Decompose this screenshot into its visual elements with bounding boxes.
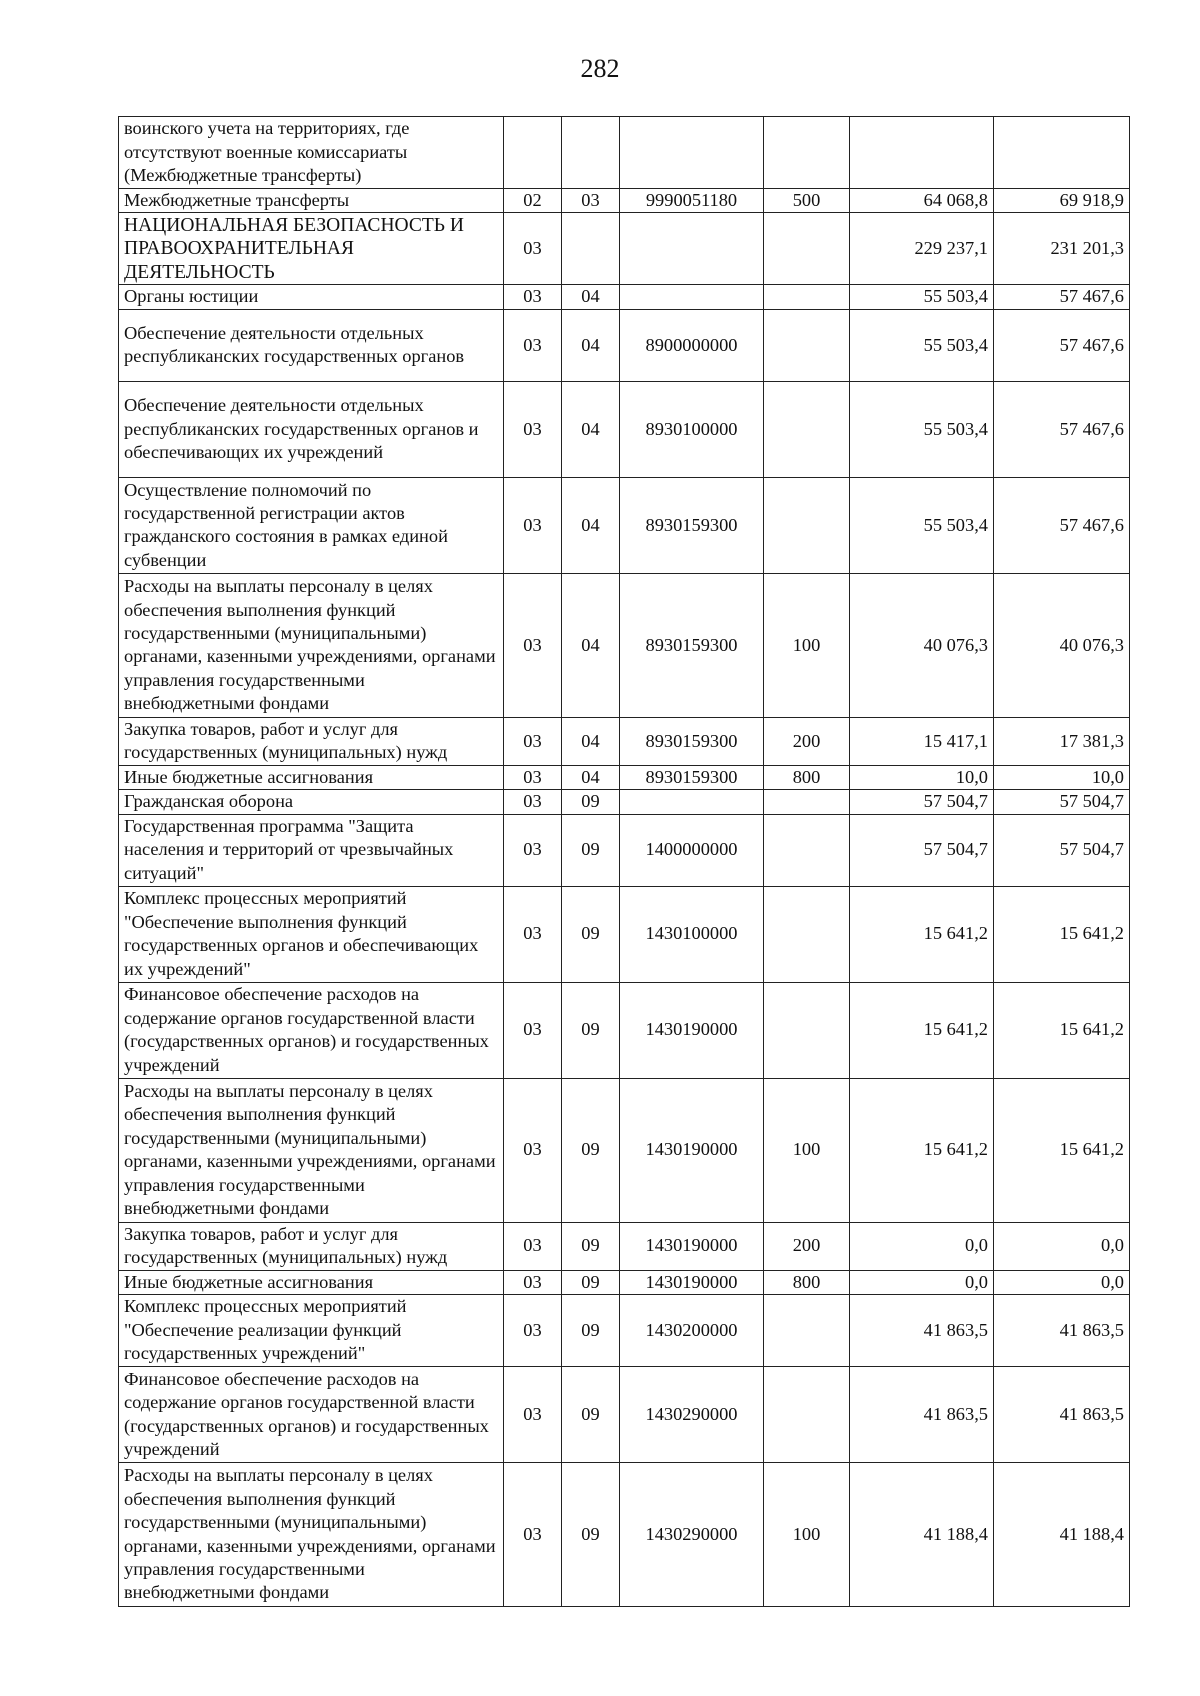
row-target-article: 1400000000	[620, 814, 764, 886]
row-subsection: 09	[562, 1295, 620, 1367]
row-name: Гражданская оборона	[119, 790, 504, 814]
row-amount-1: 229 237,1	[850, 213, 994, 285]
row-section	[504, 117, 562, 189]
row-subsection: 04	[562, 309, 620, 381]
row-amount-2: 10,0	[994, 765, 1130, 789]
row-amount-1: 0,0	[850, 1222, 994, 1270]
row-target-article: 1430100000	[620, 886, 764, 982]
row-name: Комплекс процессных мероприятий "Обеспечение реализации функций государственных учреждений"	[119, 1295, 504, 1367]
table-row	[119, 1295, 1130, 1367]
row-amount-1: 15 641,2	[850, 982, 994, 1078]
row-section: 03	[504, 1295, 562, 1367]
row-amount-1: 15 641,2	[850, 1078, 994, 1222]
row-section: 03	[504, 309, 562, 381]
row-name: воинского учета на территориях, где отсутствуют военные комиссариаты (Межбюджетные трансферты)	[119, 117, 504, 189]
row-amount-2: 57 504,7	[994, 814, 1130, 886]
row-expense-type	[764, 285, 850, 309]
row-name: Финансовое обеспечение расходов на содержание органов государственной власти (государственных органов) и государственных учреждений	[119, 1367, 504, 1463]
table-row	[119, 886, 1130, 982]
table-row	[119, 1222, 1130, 1270]
row-section: 03	[504, 814, 562, 886]
row-target-article: 9990051180	[620, 189, 764, 213]
row-section: 03	[504, 1078, 562, 1222]
row-name: Органы юстиции	[119, 285, 504, 309]
row-name: Финансовое обеспечение расходов на содержание органов государственной власти (государственных органов) и государственных учреждений	[119, 982, 504, 1078]
page-number: 282	[580, 54, 620, 83]
row-amount-2: 15 641,2	[994, 982, 1130, 1078]
row-section: 02	[504, 189, 562, 213]
row-subsection: 09	[562, 982, 620, 1078]
row-target-article: 1430190000	[620, 1222, 764, 1270]
row-section: 03	[504, 285, 562, 309]
row-name: Закупка товаров, работ и услуг для государственных (муниципальных) нужд	[119, 717, 504, 765]
row-amount-2: 69 918,9	[994, 189, 1130, 213]
row-amount-1: 55 503,4	[850, 309, 994, 381]
table-row	[119, 1270, 1130, 1294]
row-subsection: 09	[562, 1270, 620, 1294]
row-expense-type: 100	[764, 573, 850, 717]
row-subsection: 04	[562, 381, 620, 477]
row-subsection: 09	[562, 790, 620, 814]
row-section: 03	[504, 1222, 562, 1270]
row-amount-1: 41 863,5	[850, 1295, 994, 1367]
row-name: Закупка товаров, работ и услуг для государственных (муниципальных) нужд	[119, 1222, 504, 1270]
budget-table	[118, 116, 1130, 1607]
row-amount-1: 55 503,4	[850, 381, 994, 477]
row-target-article: 1430190000	[620, 982, 764, 1078]
row-amount-2: 41 863,5	[994, 1367, 1130, 1463]
table-row	[119, 573, 1130, 717]
row-subsection	[562, 213, 620, 285]
row-name: Комплекс процессных мероприятий "Обеспечение выполнения функций государственных органов и обеспечивающих их учреждений"	[119, 886, 504, 982]
row-amount-1	[850, 117, 994, 189]
row-name: Расходы на выплаты персоналу в целях обеспечения выполнения функций государственными (муниципальными) органами, казенными учреждениями, органами управления государственными внебюджетными фондами	[119, 1463, 504, 1607]
row-section: 03	[504, 886, 562, 982]
row-expense-type	[764, 814, 850, 886]
row-expense-type: 200	[764, 1222, 850, 1270]
row-target-article: 8930159300	[620, 765, 764, 789]
row-amount-2: 15 641,2	[994, 1078, 1130, 1222]
row-expense-type	[764, 1367, 850, 1463]
table-row	[119, 790, 1130, 814]
row-target-article: 8930159300	[620, 717, 764, 765]
row-amount-1: 15 641,2	[850, 886, 994, 982]
table-row	[119, 1463, 1130, 1607]
row-target-article: 1430190000	[620, 1078, 764, 1222]
row-amount-2: 57 504,7	[994, 790, 1130, 814]
row-name: Иные бюджетные ассигнования	[119, 765, 504, 789]
row-amount-2: 57 467,6	[994, 477, 1130, 573]
row-subsection: 04	[562, 717, 620, 765]
row-amount-1: 41 188,4	[850, 1463, 994, 1607]
row-expense-type: 200	[764, 717, 850, 765]
row-section: 03	[504, 1270, 562, 1294]
row-subsection: 09	[562, 1222, 620, 1270]
table-row	[119, 285, 1130, 309]
row-amount-2: 0,0	[994, 1270, 1130, 1294]
row-section: 03	[504, 765, 562, 789]
row-amount-1: 55 503,4	[850, 285, 994, 309]
row-name: Расходы на выплаты персоналу в целях обеспечения выполнения функций государственными (муниципальными) органами, казенными учреждениями, органами управления государственными внебюджетными фондами	[119, 573, 504, 717]
row-amount-1: 15 417,1	[850, 717, 994, 765]
row-expense-type	[764, 886, 850, 982]
row-target-article	[620, 117, 764, 189]
row-name: Межбюджетные трансферты	[119, 189, 504, 213]
table-row	[119, 381, 1130, 477]
row-amount-1: 0,0	[850, 1270, 994, 1294]
row-target-article: 1430290000	[620, 1367, 764, 1463]
table-row	[119, 1078, 1130, 1222]
row-amount-1: 55 503,4	[850, 477, 994, 573]
table-row	[119, 477, 1130, 573]
row-subsection: 09	[562, 886, 620, 982]
row-target-article: 8900000000	[620, 309, 764, 381]
row-section: 03	[504, 1367, 562, 1463]
row-subsection: 04	[562, 285, 620, 309]
table-row	[119, 1367, 1130, 1463]
row-amount-2	[994, 117, 1130, 189]
row-amount-2: 231 201,3	[994, 213, 1130, 285]
row-amount-2: 41 863,5	[994, 1295, 1130, 1367]
row-section: 03	[504, 573, 562, 717]
row-name: Обеспечение деятельности отдельных республиканских государственных органов и обеспечивающих их учреждений	[119, 381, 504, 477]
row-section: 03	[504, 790, 562, 814]
row-subsection: 04	[562, 477, 620, 573]
row-subsection: 09	[562, 1463, 620, 1607]
row-target-article	[620, 213, 764, 285]
row-expense-type	[764, 477, 850, 573]
row-target-article: 1430190000	[620, 1270, 764, 1294]
row-section: 03	[504, 213, 562, 285]
row-amount-2: 41 188,4	[994, 1463, 1130, 1607]
table-row	[119, 309, 1130, 381]
row-subsection: 09	[562, 1078, 620, 1222]
row-amount-2: 40 076,3	[994, 573, 1130, 717]
row-target-article: 8930159300	[620, 477, 764, 573]
table-row	[119, 765, 1130, 789]
row-subsection: 04	[562, 765, 620, 789]
row-expense-type	[764, 1295, 850, 1367]
row-name: НАЦИОНАЛЬНАЯ БЕЗОПАСНОСТЬ И ПРАВООХРАНИТЕЛЬНАЯ ДЕЯТЕЛЬНОСТЬ	[119, 213, 504, 285]
table-row	[119, 213, 1130, 285]
row-section: 03	[504, 1463, 562, 1607]
row-amount-2: 15 641,2	[994, 886, 1130, 982]
row-amount-2: 57 467,6	[994, 285, 1130, 309]
row-expense-type: 800	[764, 1270, 850, 1294]
row-amount-2: 57 467,6	[994, 381, 1130, 477]
row-amount-2: 0,0	[994, 1222, 1130, 1270]
table-row	[119, 814, 1130, 886]
row-expense-type: 500	[764, 189, 850, 213]
row-subsection	[562, 117, 620, 189]
row-subsection: 04	[562, 573, 620, 717]
row-name: Расходы на выплаты персоналу в целях обеспечения выполнения функций государственными (муниципальными) органами, казенными учреждениями, органами управления государственными внебюджетными фондами	[119, 1078, 504, 1222]
row-amount-2: 57 467,6	[994, 309, 1130, 381]
row-section: 03	[504, 381, 562, 477]
row-expense-type: 800	[764, 765, 850, 789]
row-expense-type	[764, 381, 850, 477]
row-subsection: 09	[562, 814, 620, 886]
row-target-article: 1430200000	[620, 1295, 764, 1367]
row-expense-type	[764, 309, 850, 381]
row-expense-type	[764, 117, 850, 189]
table-row	[119, 982, 1130, 1078]
row-section: 03	[504, 717, 562, 765]
row-amount-1: 40 076,3	[850, 573, 994, 717]
row-target-article: 8930159300	[620, 573, 764, 717]
row-amount-1: 64 068,8	[850, 189, 994, 213]
row-expense-type: 100	[764, 1463, 850, 1607]
row-target-article: 1430290000	[620, 1463, 764, 1607]
row-target-article	[620, 285, 764, 309]
row-name: Обеспечение деятельности отдельных республиканских государственных органов	[119, 309, 504, 381]
row-amount-1: 57 504,7	[850, 790, 994, 814]
table-row	[119, 189, 1130, 213]
row-subsection: 09	[562, 1367, 620, 1463]
row-amount-2: 17 381,3	[994, 717, 1130, 765]
row-section: 03	[504, 982, 562, 1078]
row-amount-1: 57 504,7	[850, 814, 994, 886]
row-target-article	[620, 790, 764, 814]
row-name: Иные бюджетные ассигнования	[119, 1270, 504, 1294]
row-section: 03	[504, 477, 562, 573]
row-expense-type	[764, 790, 850, 814]
table-row	[119, 717, 1130, 765]
row-name: Осуществление полномочий по государственной регистрации актов гражданского состояния в рамках единой субвенции	[119, 477, 504, 573]
row-subsection: 03	[562, 189, 620, 213]
row-target-article: 8930100000	[620, 381, 764, 477]
row-expense-type	[764, 982, 850, 1078]
row-expense-type	[764, 213, 850, 285]
row-name: Государственная программа "Защита населения и территорий от чрезвычайных ситуаций"	[119, 814, 504, 886]
row-expense-type: 100	[764, 1078, 850, 1222]
table-row	[119, 117, 1130, 189]
row-amount-1: 10,0	[850, 765, 994, 789]
row-amount-1: 41 863,5	[850, 1367, 994, 1463]
